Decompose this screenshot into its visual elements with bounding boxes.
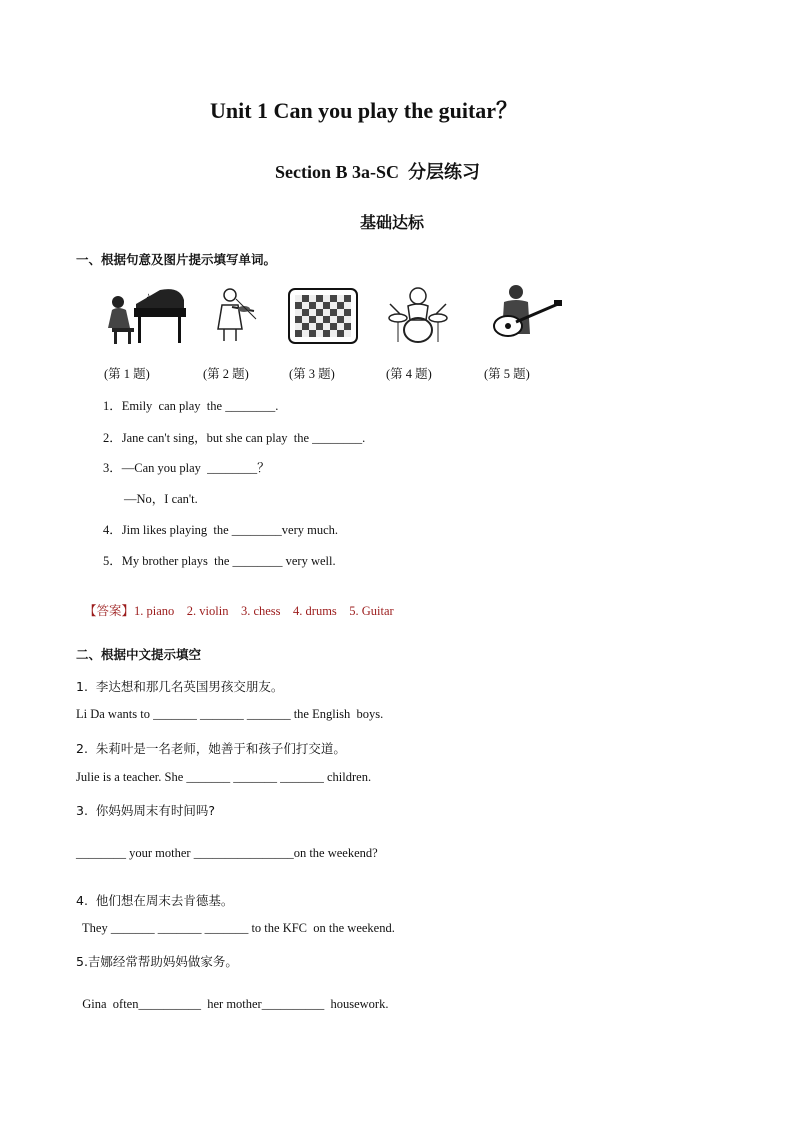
item1-cn: 1. 李达想和那几名英国男孩交朋友。: [76, 679, 284, 694]
drums-icon: [386, 284, 450, 346]
svg-text:♪: ♪: [146, 291, 150, 300]
item3-cn: 3. 你妈妈周末有时间吗?: [76, 803, 216, 818]
item4-en: They _______ _______ _______ to the KFC on the weekend.: [76, 921, 395, 935]
item4-cn: 4. 他们想在周末去肯德基。: [76, 893, 234, 908]
chess-icon: [288, 288, 358, 344]
question-4: 4．Jim likes playing the ________very much.: [103, 523, 339, 537]
caption-5: (第 5 题): [484, 367, 530, 381]
level-heading: 基础达标: [360, 215, 425, 232]
piano-icon: [100, 284, 186, 346]
caption-2: (第 2 题): [203, 367, 249, 381]
caption-4: (第 4 题): [386, 367, 432, 381]
question-3: 3．—Can you play ________？: [103, 461, 270, 475]
question-3-reply: —No，I can't.: [124, 492, 198, 506]
guitar-icon: [482, 282, 564, 346]
item3-en: ________ your mother ________________on the weekend?: [76, 846, 378, 860]
question-5: 5．My brother plays the ________ very well.: [103, 554, 336, 568]
question-1: 1．Emily can play the ________.: [103, 399, 279, 413]
item2-cn: 2. 朱莉叶是一名老师，她善于和孩子们打交道。: [76, 741, 346, 756]
violin-icon: [210, 285, 260, 345]
section2-heading: 二、根据中文提示填空: [76, 647, 202, 662]
page-title: Unit 1 Can you play the guitar？: [210, 98, 519, 123]
item2-en: Julie is a teacher. She _______ _______ _______ children.: [76, 770, 372, 784]
section1-heading: 一、根据句意及图片提示填写单词。: [76, 252, 277, 267]
question-2: 2．Jane can't sing，but she can play the ________.: [103, 431, 366, 445]
caption-1: (第 1 题): [104, 367, 150, 381]
caption-3: (第 3 题): [289, 367, 335, 381]
page-subtitle: Section B 3a-SC 分层练习: [275, 162, 481, 182]
answer-label: 【答案】: [84, 603, 135, 618]
item5-en: Gina often__________ her mother__________ housework.: [76, 997, 389, 1011]
answer-text: 1. piano 2. violin 3. chess 4. drums 5. Guitar: [134, 604, 394, 618]
answer-line: [76, 583, 394, 620]
item5-cn: 5.吉娜经常帮助妈妈做家务。: [76, 954, 238, 969]
item1-en: Li Da wants to _______ _______ _______ the English boys.: [76, 707, 384, 721]
